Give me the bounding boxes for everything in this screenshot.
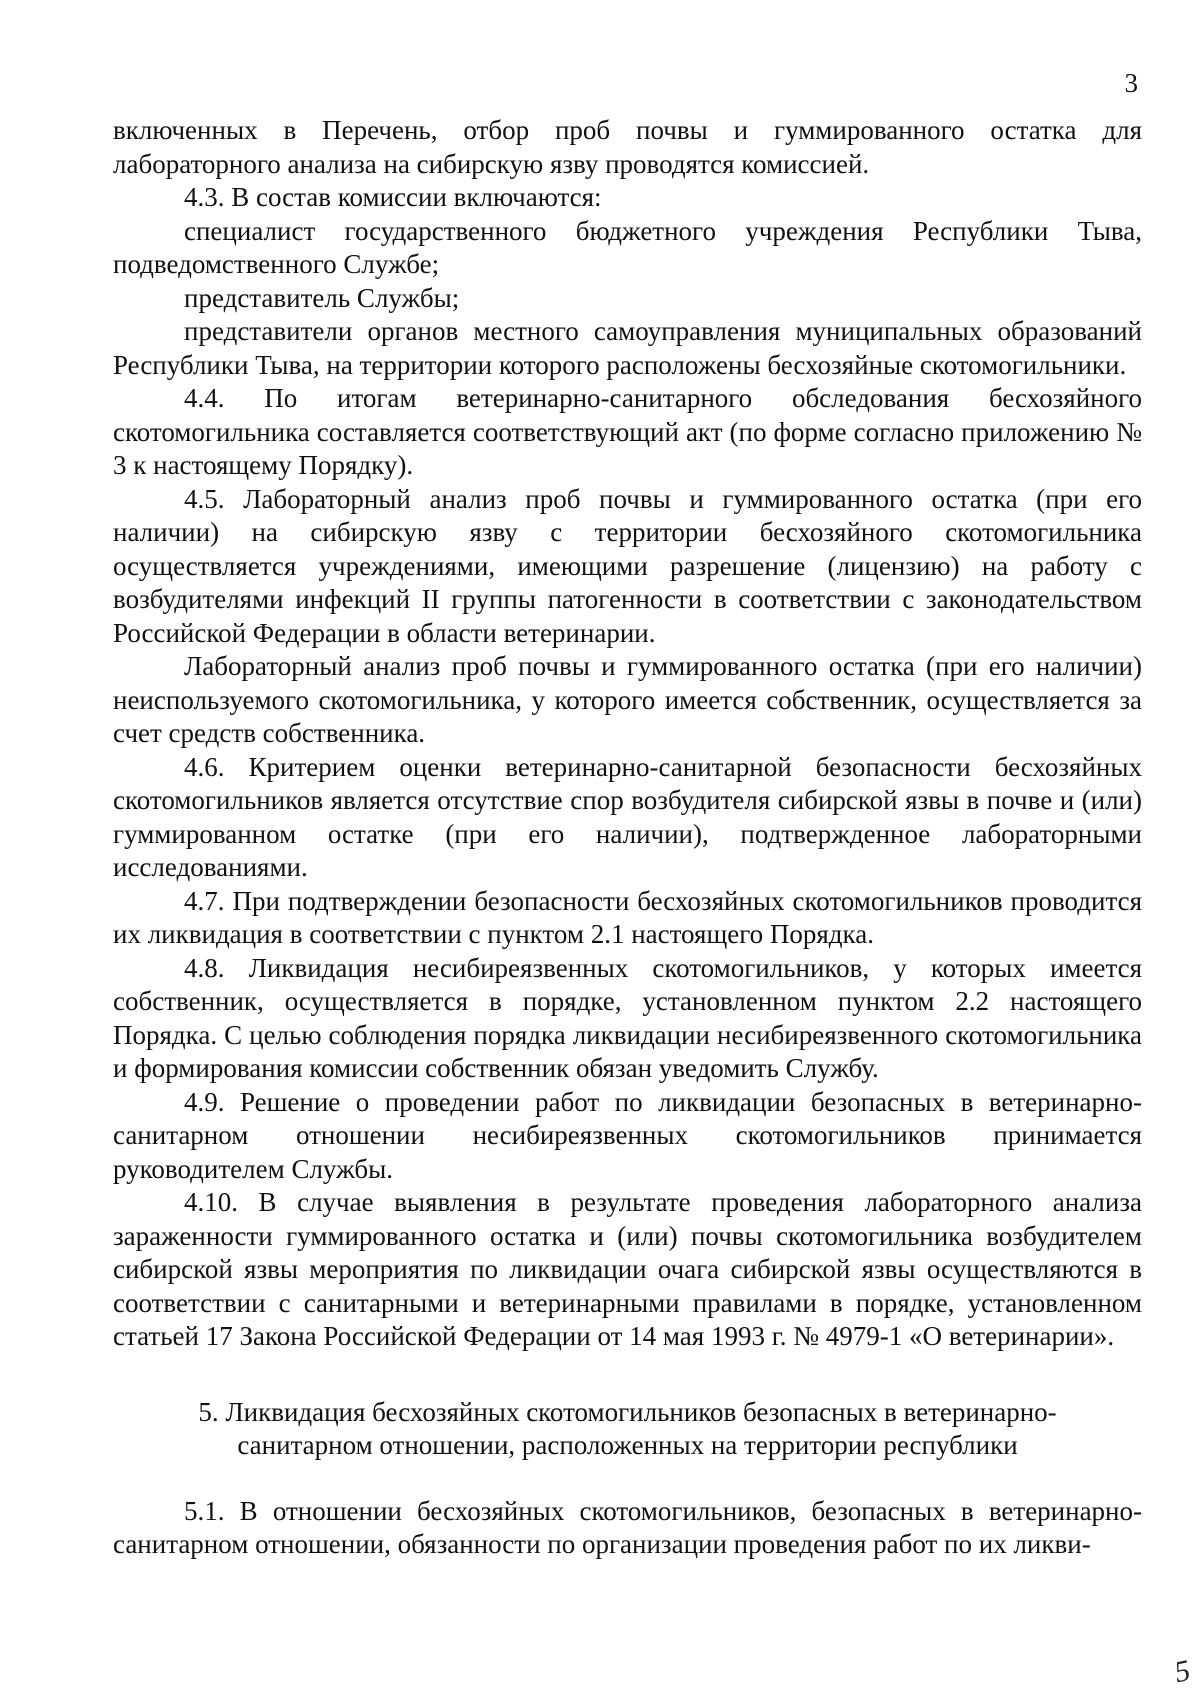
paragraph: представители органов местного самоуправления муниципальных образований Республики Тыва, на территории которого расположены бесхозяйные скотомогильники. [113, 316, 1142, 380]
paragraph: 4.3. В состав комиссии включаются: [184, 182, 602, 212]
paragraph-list [113, 114, 1142, 1354]
paragraph: включенных в Перечень, отбор проб почвы и гуммированного остатка для лабораторного анализа на сибирскую язву проводятся комиссией. [113, 115, 1142, 179]
paragraph: 4.7. При подтверждении безопасности бесхозяйных скотомогильников проводится их ликвидация в соответствии с пунктом 2.1 настоящего Порядка. [113, 885, 1142, 949]
paragraph: 4.6. Критерием оценки ветеринарно-санитарной безопасности бесхозяйных скотомогильников является отсутствие спор возбудителя сибирской язвы в почве и (или) гуммированном остатке (при его наличии), подтвержденное лабораторными исследованиями. [113, 751, 1142, 882]
paragraph: 4.8. Ликвидация несибиреязвенных скотомогильников, у которых имеется собственник, осуществляется в порядке, установленном пунктом 2.2 настоящего Порядка. С целью соблюдения порядка ликвидации несибиреязвенного скотомогильника и формирования комиссии собственник обязан уведомить Службу. [113, 952, 1142, 1083]
paragraph: 4.4. По итогам ветеринарно-санитарного обследования бесхозяйного скотомогильника составляется соответствующий акт (по форме согласно приложению № 3 к настоящему Порядку). [113, 383, 1142, 480]
paragraph: представитель Службы; [184, 282, 460, 313]
handwritten-margin-mark: 5 [1171, 1653, 1194, 1690]
paragraph: специалист государственного бюджетного учреждения Республики Тыва, подведомственного Службе; [113, 215, 1142, 279]
document-body [113, 114, 1142, 1562]
section-heading-line-2: санитарном отношении, расположенных на территории республики [237, 1430, 1018, 1460]
paragraph: Лабораторный анализ проб почвы и гуммированного остатка (при его наличии) неиспользуемого скотомогильника, у которого имеется собственник, осуществляется за счет средств собственника. [113, 651, 1142, 748]
section-5-heading [113, 1396, 1142, 1463]
section-heading-line-1: 5. Ликвидация бесхозяйных скотомогильников безопасных в ветеринарно- [198, 1396, 1057, 1427]
paragraph: 4.9. Решение о проведении работ по ликвидации безопасных в ветеринарно-санитарном отношении несибиреязвенных скотомогильников принимается руководителем Службы. [113, 1086, 1142, 1184]
paragraph: 4.10. В случае выявления в результате проведения лабораторного анализа зараженности гуммированного остатка и (или) почвы скотомогильника возбудителем сибирской язвы мероприятия по ликвидации очага сибирской язвы осуществляются в соответствии с санитарными и ветеринарными правилами в порядке, установленном статьей 17 Закона Российской Федерации от 14 мая 1993 г. № 4979-1 «О ветеринарии». [113, 1187, 1142, 1351]
page-number: 3 [1124, 68, 1138, 98]
paragraph: 4.5. Лабораторный анализ проб почвы и гуммированного остатка (при его наличии) на сибирскую язву с территории бесхозяйного скотомогильника осуществляется учреждениями, имеющими разрешение (лицензию) на работу с возбудителями инфекций II группы патогенности в соответствии с законодательством Российской Федерации в области ветеринарии. [113, 483, 1142, 648]
paragraph-5-1: 5.1. В отношении бесхозяйных скотомогильников, безопасных в ветеринарно-санитарном отношении, обязанности по организации проведения работ по их ликви- [113, 1495, 1142, 1559]
